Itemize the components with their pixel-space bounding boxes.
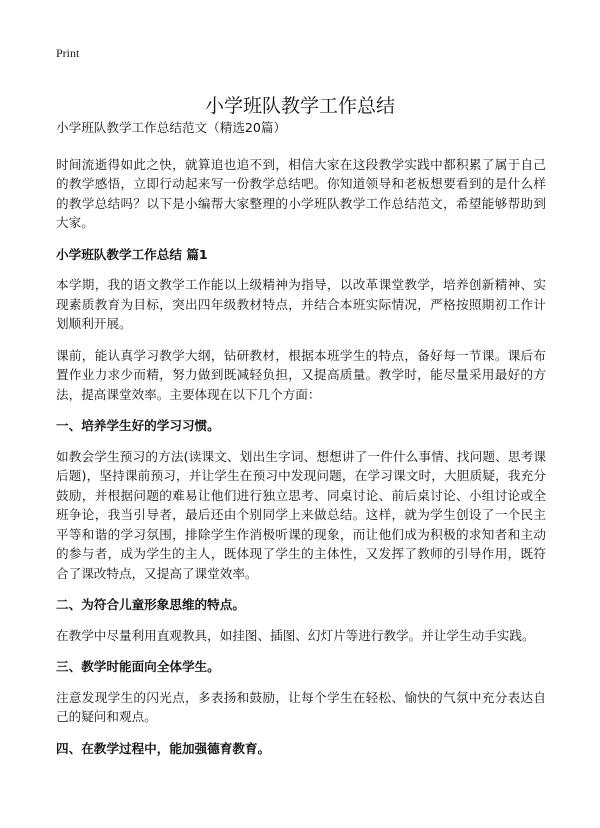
print-link[interactable]: Print — [56, 46, 80, 60]
point-text: 在教学中尽量利用直观教具，如挂图、插图、幻灯片等进行教学。并让学生动手实践。 — [56, 627, 535, 643]
intro-paragraph: 时间流逝得如此之快，就算追也追不到，相信大家在这段教学实践中都积累了属于自己的教学感悟，立即行动起来写一份教学总结吧。你知道领导和老板想要看到的是什么样的教学总结吗？以下是小编帮大家整理的小学班队教学工作总结范文，希望能够帮助到大家。 — [56, 156, 546, 230]
point-heading: 三、教学时能面向全体学生。 — [56, 659, 220, 674]
point-heading: 一、培养学生好的学习习惯。 — [56, 418, 220, 433]
point-text: 如教会学生预习的方法(读课文、划出生字词、想想讲了一件什么事情、找问题、思考课后题)，坚持课前预习，并让学生在预习中发现问题，在学习课文时，大胆质疑，我充分鼓励，并根据问题的难易让他们进行独立思考、同桌讨论、前后桌讨论、小组讨论或全班争论，我当引导者，最后还由个别同学上来做总结。这样，就为学生创设了一个民主平等和谐的学习氛围，排除学生作消极听课的现象，而让他们成为积极的求知者和主动的参与者，成为学生的主人，既体现了学生的主体性，又发挥了教师的引导作用，既符合了课改特点，又提高了课堂效率。 — [56, 448, 546, 581]
point-text: 注意发现学生的闪光点，多表扬和鼓励，让每个学生在轻松、愉快的气氛中充分表达自己的疑问和观点。 — [56, 689, 546, 724]
document-subtitle: 小学班队教学工作总结范文（精选20篇） — [56, 120, 287, 135]
body-paragraph: 课前，能认真学习教学大纲，钻研教材，根据本班学生的特点，备好每一节课。课后布置作业力求少而精，努力做到既减轻负担，又提高质量。教学时，能尽量采用最好的方法，提高课堂效率。主要体现在以下几个方面： — [56, 347, 546, 402]
section-heading: 小学班队教学工作总结 篇1 — [56, 246, 208, 262]
body-paragraph: 本学期，我的语文教学工作能以上级精神为指导，以改革课堂教学，培养创新精神、实现素质教育为目标，突出四年级教材特点，并结合本班实际情况，严格按照期初工作计划顺利开展。 — [56, 277, 546, 331]
document-body — [56, 118, 546, 769]
point-heading: 四、在教学过程中，能加强德育教育。 — [56, 740, 271, 756]
page-title: 小学班队教学工作总结 — [204, 94, 395, 117]
point-heading: 二、为符合儿童形象思维的特点。 — [56, 597, 245, 612]
